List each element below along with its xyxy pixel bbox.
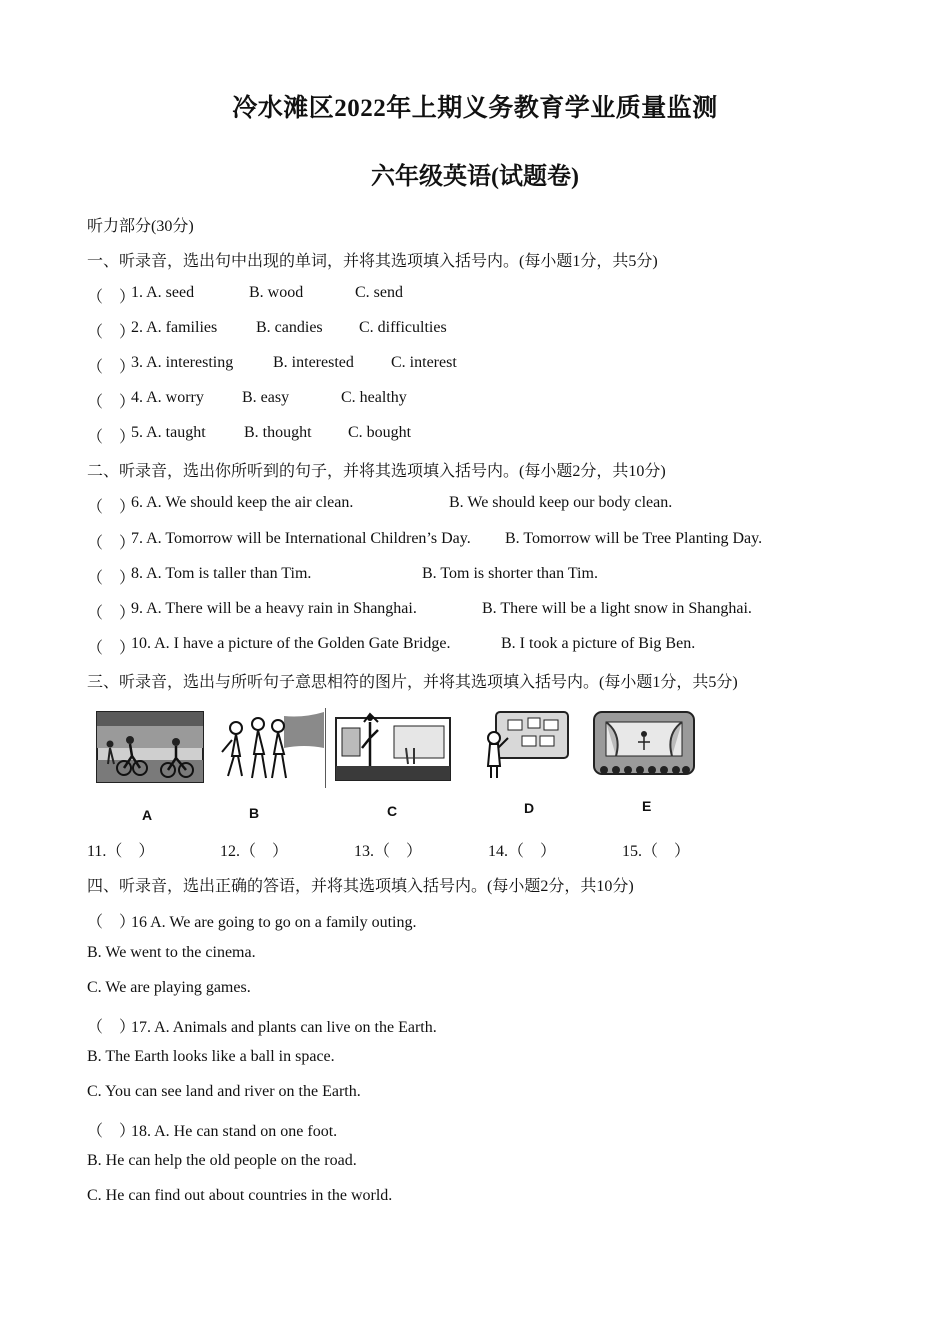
option-b: B. The Earth looks like a ball in space. <box>87 1048 335 1065</box>
option-a: 1. A. seed <box>131 284 195 301</box>
answer-blank[interactable]: （ ） <box>87 394 136 411</box>
section4-instruction: 四、听录音，选出正确的答语，并将其选项填入括号内。(每小题2分，共10分) <box>87 878 634 895</box>
option-a: 8. A. Tom is taller than Tim. <box>131 565 312 582</box>
question-row <box>87 494 867 517</box>
option-b: B. Tom is shorter than Tim. <box>422 565 598 582</box>
option-a: 3. A. interesting <box>131 354 234 371</box>
question-row <box>87 1014 437 1037</box>
picture-label-d: D <box>524 800 535 816</box>
listening-header: 听力部分(30分) <box>87 218 194 235</box>
option-a: 6. A. We should keep the air clean. <box>131 494 354 511</box>
question-row <box>87 565 867 588</box>
page-subtitle: 六年级英语(试题卷) <box>371 164 579 190</box>
option-b: B. Tomorrow will be Tree Planting Day. <box>505 530 763 547</box>
answer-blank[interactable]: 13.（ ） <box>354 843 423 860</box>
question-row <box>87 354 787 377</box>
answer-blank[interactable]: 11.（ ） <box>87 843 155 860</box>
answer-blank[interactable]: （ ） <box>87 324 136 341</box>
picture-e-stage <box>592 708 696 782</box>
option-a: 7. A. Tomorrow will be International Children’s Day. <box>131 530 471 547</box>
option-b: B. thought <box>244 424 312 441</box>
picture-label-e: E <box>642 798 652 814</box>
answer-blank[interactable]: （ ） <box>87 570 136 587</box>
answer-blank[interactable]: 12.（ ） <box>220 843 289 860</box>
picture-strip <box>96 708 716 828</box>
option-c: C. healthy <box>341 389 407 406</box>
question-row <box>87 424 787 447</box>
option-a: 9. A. There will be a heavy rain in Shanghai. <box>131 600 417 617</box>
answer-blank[interactable]: （ ） <box>87 499 136 516</box>
answer-blank[interactable]: （ ） <box>87 605 136 622</box>
page-title: 冷水滩区2022年上期义务教育学业质量监测 <box>232 95 718 122</box>
option-c: C. bought <box>348 424 412 441</box>
answer-blank[interactable]: （ ） <box>87 640 136 657</box>
question-row <box>87 909 416 932</box>
option-b: B. There will be a light snow in Shanghai. <box>482 600 752 617</box>
option-a: 5. A. taught <box>131 424 206 441</box>
answer-blank[interactable]: （ ） <box>87 1123 136 1140</box>
option-a: 17. A. Animals and plants can live on the Earth. <box>131 1019 437 1036</box>
option-b: B. easy <box>242 389 290 406</box>
question-row <box>87 635 867 658</box>
section3-instruction: 三、听录音，选出与所听句子意思相符的图片，并将其选项填入括号内。(每小题1分，共5分) <box>87 674 738 691</box>
option-b: B. candies <box>256 319 323 336</box>
picture-label-c: C <box>387 803 398 819</box>
option-b: B. wood <box>249 284 304 301</box>
picture-label-a: A <box>142 807 153 823</box>
option-c: C. You can see land and river on the Earth. <box>87 1083 361 1100</box>
picture-c-building <box>334 708 452 786</box>
question-row <box>87 600 867 623</box>
question-row <box>87 389 787 412</box>
question-row <box>87 1118 337 1141</box>
option-a: 10. A. I have a picture of the Golden Gate Bridge. <box>131 635 451 652</box>
answer-blank[interactable]: （ ） <box>87 429 136 446</box>
answer-blank[interactable]: （ ） <box>87 359 136 376</box>
answer-blank[interactable]: （ ） <box>87 535 136 552</box>
option-b: B. I took a picture of Big Ben. <box>501 635 696 652</box>
picture-d-board <box>482 708 572 780</box>
question-row <box>87 530 867 553</box>
answer-blank[interactable]: 15.（ ） <box>622 843 691 860</box>
option-c: C. interest <box>391 354 457 371</box>
option-c: C. He can find out about countries in the world. <box>87 1187 393 1204</box>
answer-blank[interactable]: （ ） <box>87 289 136 306</box>
answer-blank[interactable]: （ ） <box>87 1019 136 1036</box>
question-row <box>87 319 787 342</box>
picture-label-b: B <box>249 805 260 821</box>
section1-instruction: 一、听录音，选出句中出现的单词，并将其选项填入括号内。(每小题1分，共5分) <box>87 253 658 270</box>
option-a: 4. A. worry <box>131 389 204 406</box>
option-c: C. send <box>355 284 403 301</box>
picture-a-cyclists <box>96 708 204 784</box>
option-b: B. interested <box>273 354 354 371</box>
option-a: 2. A. families <box>131 319 218 336</box>
option-c: C. difficulties <box>359 319 447 336</box>
picture-b-walkers <box>214 708 326 788</box>
option-a: 16 A. We are going to go on a family outing. <box>131 914 417 931</box>
option-c: C. We are playing games. <box>87 979 251 996</box>
option-a: 18. A. He can stand on one foot. <box>131 1123 338 1140</box>
option-b: B. We went to the cinema. <box>87 944 256 961</box>
question-row <box>87 284 787 307</box>
answer-blank[interactable]: （ ） <box>87 914 136 931</box>
answer-blank[interactable]: 14.（ ） <box>488 843 557 860</box>
option-b: B. He can help the old people on the road. <box>87 1152 357 1169</box>
section2-instruction: 二、听录音，选出你所听到的句子，并将其选项填入括号内。(每小题2分，共10分) <box>87 463 666 480</box>
option-b: B. We should keep our body clean. <box>449 494 673 511</box>
